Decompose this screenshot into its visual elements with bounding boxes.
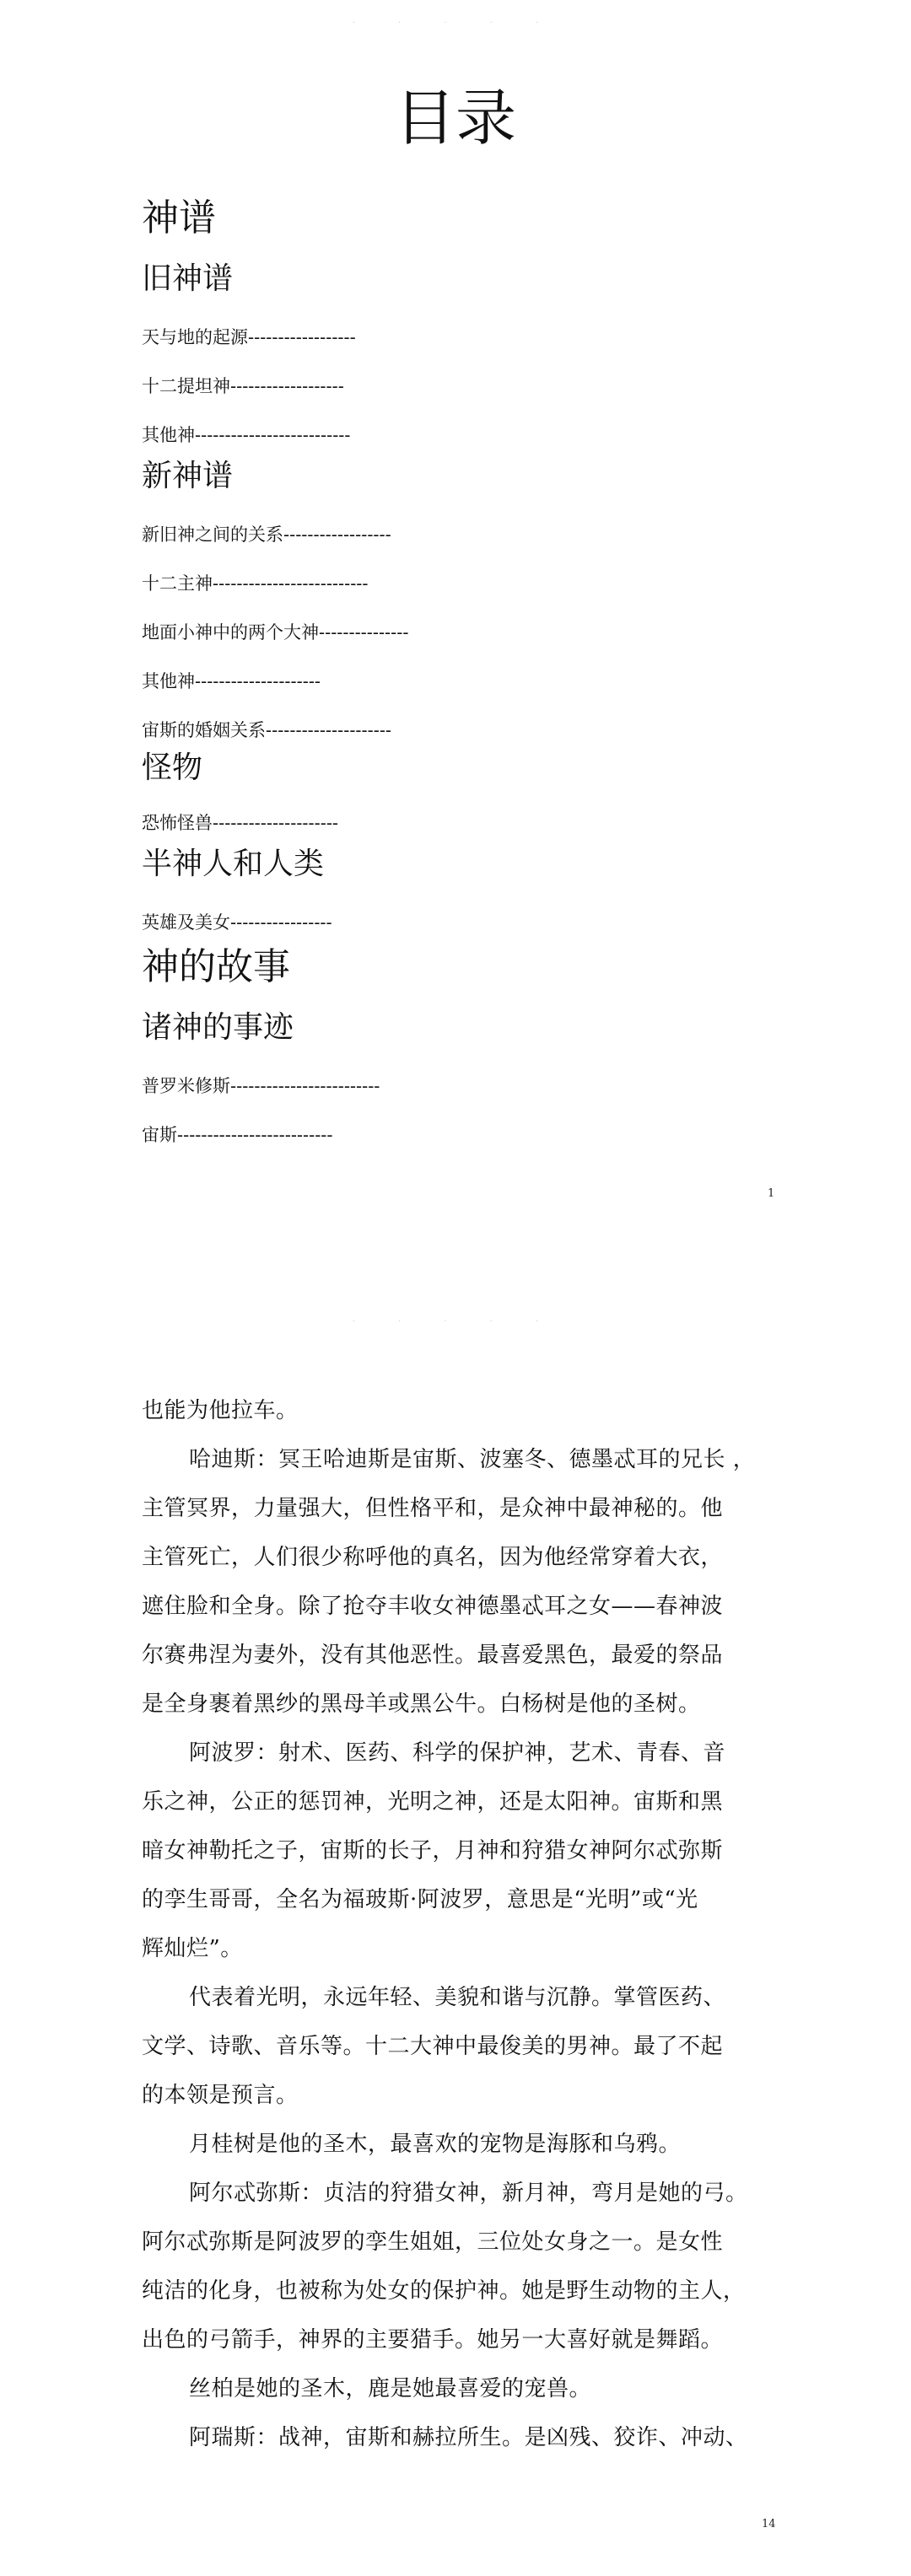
toc-heading-level1[interactable]: 神的故事	[142, 945, 290, 988]
toc-entry[interactable]: 十二提坦神-------------------	[142, 376, 344, 396]
paragraph-line: 主管冥界，力量强大，但性格平和，是众神中最神秘的。他	[142, 1496, 724, 1521]
toc-heading-level2[interactable]: 诸神的事迹	[142, 1010, 294, 1045]
paragraph-line: 阿波罗：射术、医药、科学的保护神，艺术、青春、音	[189, 1740, 726, 1766]
toc-entry[interactable]: 恐怖怪兽---------------------	[142, 813, 339, 833]
toc-entry[interactable]: 十二主神--------------------------	[142, 573, 369, 594]
paragraph-line: 阿尔忒弥斯：贞洁的狩猎女神，新月神，弯月是她的弓。	[189, 2181, 748, 2206]
toc-entry[interactable]: 宙斯--------------------------	[142, 1125, 333, 1145]
paragraph-line: 阿尔忒弥斯是阿波罗的孪生姐姐，三位处女身之一。是女性	[142, 2229, 724, 2255]
paragraph-line: 纯洁的化身，也被称为处女的保护神。她是野生动物的主人，	[142, 2278, 746, 2304]
paragraph-line: 遮住脸和全身。除了抢夺丰收女神德墨忒耳之女——春神波	[142, 1594, 724, 1619]
toc-page	[0, 0, 911, 1265]
toc-heading-level2[interactable]: 半神人和人类	[142, 847, 325, 881]
paragraph-line: 是全身裹着黑纱的黑母羊或黑公牛。白杨树是他的圣树。	[142, 1691, 701, 1717]
toc-heading-level2[interactable]: 新神谱	[142, 459, 234, 493]
header-marks: · · · · ·	[352, 19, 559, 28]
toc-entry[interactable]: 新旧神之间的关系------------------	[142, 524, 391, 545]
paragraph-line: 出色的弓箭手，神界的主要猎手。她另一大喜好就是舞蹈。	[142, 2327, 724, 2353]
page-number: 14	[762, 2518, 776, 2530]
toc-entry[interactable]: 地面小神中的两个大神---------------	[142, 622, 409, 643]
toc-entry[interactable]: 其他神--------------------------	[142, 425, 351, 445]
toc-heading-level2[interactable]: 怪物	[142, 750, 203, 785]
paragraph-line: 暗女神勒托之子，宙斯的长子，月神和狩猎女神阿尔忒弥斯	[142, 1838, 724, 1863]
paragraph-line: 月桂树是他的圣木，最喜欢的宠物是海豚和乌鸦。	[189, 2132, 682, 2157]
header-marks: · · · · ·	[352, 1317, 559, 1326]
paragraph-line: 主管死亡，人们很少称呼他的真名，因为他经常穿着大衣，	[142, 1545, 724, 1570]
paragraph-line: 乐之神，公正的惩罚神，光明之神，还是太阳神。宙斯和黑	[142, 1789, 724, 1815]
paragraph-line: 阿瑞斯：战神，宙斯和赫拉所生。是凶残、狡诈、冲动、	[189, 2425, 748, 2450]
paragraph-line: 尔赛弗涅为妻外，没有其他恶性。最喜爱黑色，最爱的祭品	[142, 1643, 724, 1668]
page-number: 1	[768, 1187, 775, 1200]
body-page	[0, 1299, 911, 2576]
paragraph-line: 的本领是预言。	[142, 2083, 299, 2108]
paragraph-line: 丝柏是她的圣木，鹿是她最喜爱的宠兽。	[189, 2376, 592, 2401]
paragraph-line: 也能为他拉车。	[142, 1398, 299, 1423]
paragraph-line: 哈迪斯：冥王哈迪斯是宙斯、波塞冬、德墨忒耳的兄长 ，	[189, 1447, 756, 1472]
paragraph-line: 文学、诗歌、音乐等。十二大神中最俊美的男神。最了不起	[142, 2034, 724, 2059]
toc-entry[interactable]: 宙斯的婚姻关系---------------------	[142, 720, 392, 740]
toc-entry[interactable]: 英雄及美女-----------------	[142, 912, 332, 933]
toc-heading-level1[interactable]: 神谱	[142, 196, 216, 239]
toc-entry[interactable]: 普罗米修斯-------------------------	[142, 1076, 380, 1096]
toc-heading-level2[interactable]: 旧神谱	[142, 261, 234, 296]
paragraph-line: 代表着光明，永远年轻、美貌和谐与沉静。掌管医药、	[189, 1985, 726, 2010]
paragraph-line: 辉灿烂”。	[142, 1936, 243, 1961]
toc-entry[interactable]: 天与地的起源------------------	[142, 327, 356, 347]
toc-entry[interactable]: 其他神---------------------	[142, 671, 321, 691]
paragraph-line: 的孪生哥哥，全名为福玻斯·阿波罗，意思是“光明”或“光	[142, 1887, 698, 1912]
page-title: 目录	[394, 83, 516, 153]
